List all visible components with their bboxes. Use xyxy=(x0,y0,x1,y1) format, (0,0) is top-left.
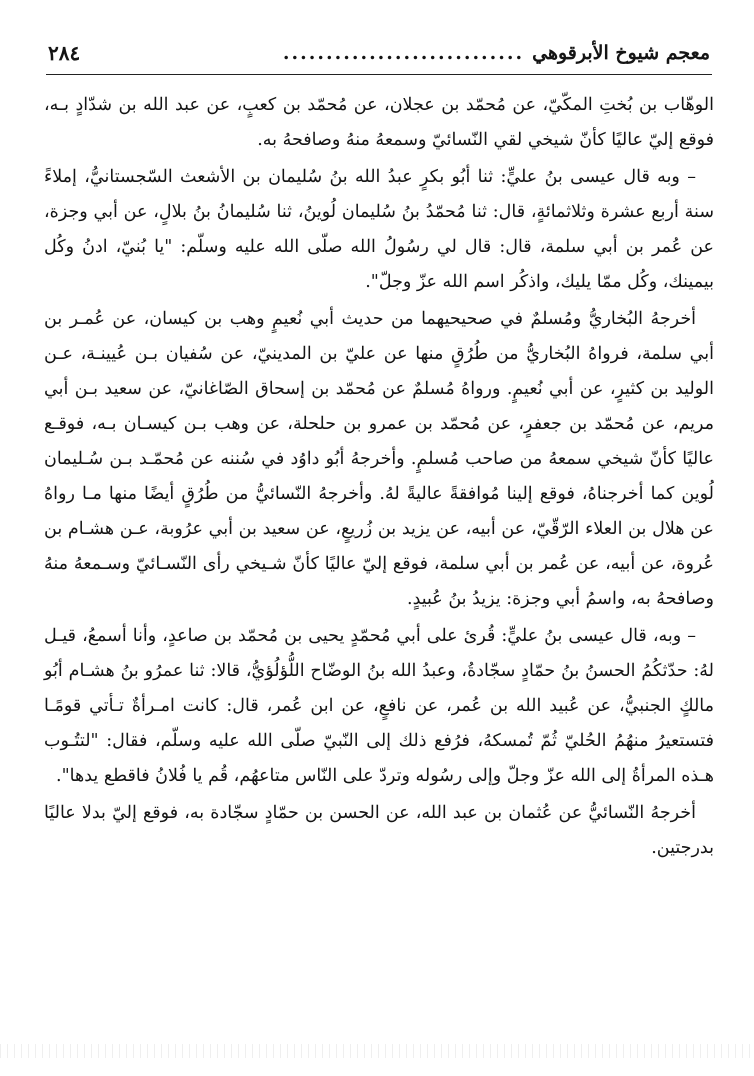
paragraph: – وبه قال عيسى بنُ عليٍّ: ثنا أبُو بكرٍ عبدُ الله بنُ سُليمان بن الأشعث السّجستانيُّ، إملاءً سنة أربع عشرة وثلاثمائةٍ، قال: ثنا مُحمّدُ بنُ سُليمان لُوينُ، ثنا سُليمانُ بنُ بلالٍ، عن أبي وجزة، عن عُمر بن أبي سلمة، قال: قال لي رسُولُ الله صلّى الله عليه وسلّم: "يا بُنيّ، ادنُ وكُل بيمينك، وكُل ممّا يليك، واذكُر اسم الله عزّ وجلّ". xyxy=(44,167,714,292)
scan-noise-strip xyxy=(0,1044,754,1058)
paragraph: الوهّاب بن بُختِ المكّيّ، عن مُحمّد بن عجلان، عن مُحمّد بن كعبٍ، عن عبد الله بن شدّادٍ بـه، فوقع إليّ عاليًا كأنّ شيخي لقي النّسائيّ وسمعهُ منهُ وصافحهُ به. xyxy=(44,95,714,150)
header-rule xyxy=(46,74,712,75)
header-title-group xyxy=(283,42,710,64)
page-number: ٢٨٤ xyxy=(48,41,81,65)
paragraph: – وبه، قال عيسى بنُ عليٍّ: قُرئ على أبي مُحمّدٍ يحيى بن مُحمّد بن صاعدٍ، وأنا أسمعُ، قيـل لهُ: حدّثكُمُ الحسنُ بنُ حمّادٍ سجّادةُ، وعبدُ الله بنُ الوضّاح اللُّؤلُؤيُّ، قالا: ثنا عمرُو بنُ هشـام أبُو مالكٍ الجنبيُّ، عن عُبيد الله بن عُمر، عن نافعٍ، عن ابن عُمر، قال: كانت امـرأةٌ تـأتي قومًـا فتستعيرُ منهُمُ الحُليّ ثُمّ تُمسكهُ، فرُفع ذلك إلى النّبيّ صلّى الله عليه وسلّم، فقال: "لتتُـوب هـذه المرأةُ إلى الله عزّ وجلّ وإلى رسُوله وتردّ على النّاس متاعهُم، قُم يا فُلانُ فاقطع يدها". xyxy=(44,626,714,786)
running-title: معجم شيوخ الأبرقوهي xyxy=(532,42,710,64)
header-leader-dots: ............................ xyxy=(282,42,525,64)
paragraph: أخرجهُ النّسائيُّ عن عُثمان بن عبد الله، عن الحسن بن حمّادٍ سجّادة به، فوقع إليّ بدلا عاليًا بدرجتين. xyxy=(44,803,714,858)
page-body xyxy=(44,88,714,868)
running-header xyxy=(48,36,710,70)
paragraph: أخرجهُ البُخاريُّ ومُسلمٌ في صحيحيهما من حديث أبي نُعيمٍ وهب بن كيسان، عن عُمـر بن أبي سلمة، فرواهُ البُخاريُّ من طُرُقٍ منها عن عليّ بن المدينيّ، عن سُفيان بـن عُيينـة، عـن الوليد بن كثيرٍ، عن أبي نُعيمٍ. ورواهُ مُسلمٌ عن مُحمّد بن إسحاق الصّاغانيّ، عن سعيد بـن أبي مريم، عن مُحمّد بن جعفرٍ، عن مُحمّد بن عمرو بن حلحلة، عن وهب بـن كيسـان بـه، فوقـع عاليًا كأنّ شيخي سمعهُ من صاحب مُسلمٍ. وأخرجهُ أبُو داوُد في سُننه عن مُحمّـد بـن سُـليمان لُوين كما أخرجناهُ، فوقع إلينا مُوافقةً عاليةً لهُ. وأخرجهُ النّسائيُّ من طُرُقٍ أيضًا منها مـا رواهُ عن هلال بن العلاء الرّقّيّ، عن أبيه، عن يزيد بن زُريعٍ، عن سعيد بن أبي عرُوبة، عـن هشـام بن عُروة، عن أبيه، عن عُمر بن أبي سلمة، فوقع إليّ عاليًا كأنّ شـيخي رأى النّسـائيّ وسـمعهُ منهُ وصافحهُ به، واسمُ أبي وجزة: يزيدُ بنُ عُبيدٍ. xyxy=(44,309,714,609)
